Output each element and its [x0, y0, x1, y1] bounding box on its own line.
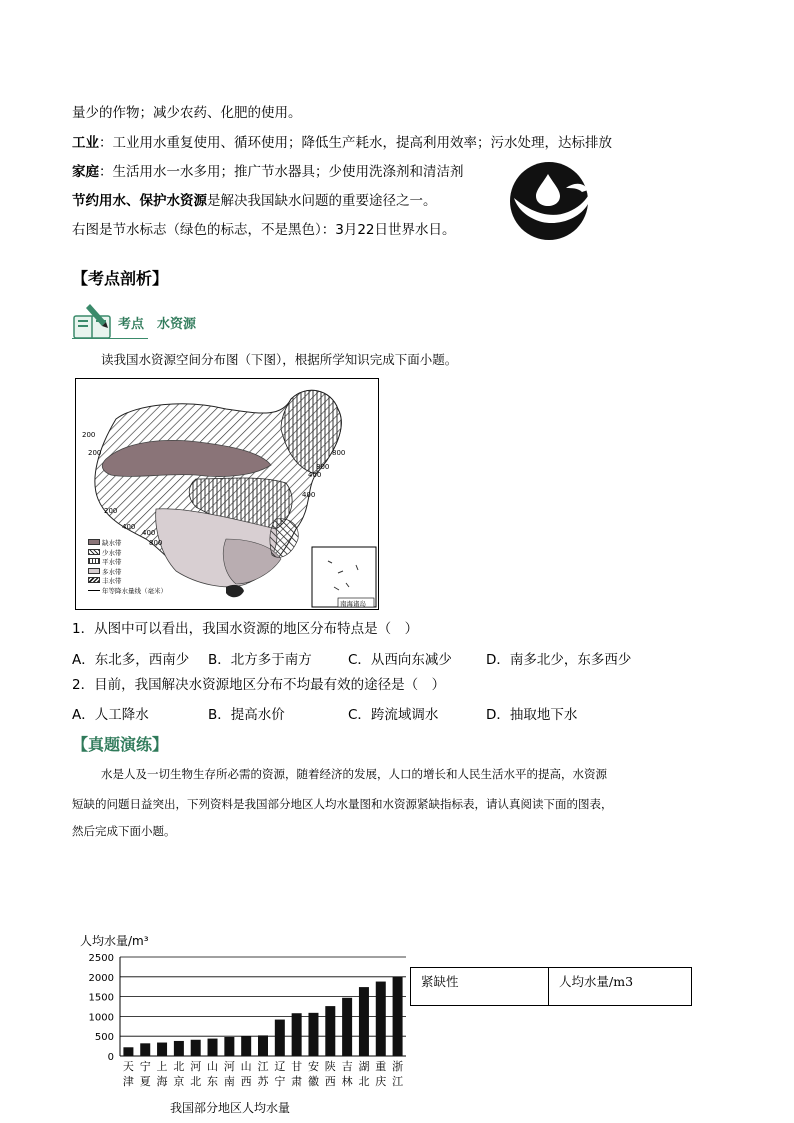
x-tick-label-top: 河 — [190, 1060, 202, 1073]
contour-label: 400 — [308, 471, 322, 479]
x-tick-label-top: 陕 — [324, 1060, 336, 1073]
question-1-option-c[interactable]: C．从西向东减少 — [348, 652, 452, 668]
practice-paragraph-line3: 然后完成下面小题。 — [72, 824, 176, 838]
table-header-shortage: 紧缺性 — [411, 968, 549, 1006]
section-title-analysis: 【考点剖析】 — [72, 269, 169, 288]
intro-line1: 量少的作物；减少农药、化肥的使用。 — [72, 105, 302, 121]
x-tick-label-top: 山 — [207, 1060, 219, 1073]
bar-河南 — [224, 1037, 234, 1056]
x-tick-label-top: 江 — [257, 1060, 269, 1073]
home-label: 家庭 — [72, 164, 99, 180]
y-tick-label: 1000 — [88, 1012, 114, 1024]
chart-ylabel: 人均水量/m³ — [80, 934, 149, 948]
contour-label: 800 — [149, 539, 163, 547]
contour-label: 200 — [104, 507, 118, 515]
x-tick-label-bottom: 宁 — [274, 1075, 286, 1088]
badge-underline — [72, 338, 148, 339]
question-1-option-b[interactable]: B．北方多于南方 — [208, 652, 312, 668]
x-tick-label-bottom: 南 — [223, 1075, 235, 1088]
bar-湖北 — [359, 987, 369, 1056]
contour-label: 800 — [332, 449, 346, 457]
section1-prompt: 读我国水资源空间分布图（下图），根据所学知识完成下面小题。 — [101, 352, 458, 367]
x-tick-label-bottom: 庆 — [375, 1075, 387, 1088]
bar-上海 — [157, 1043, 167, 1056]
x-tick-label-top: 重 — [375, 1060, 387, 1073]
bar-吉林 — [342, 998, 352, 1056]
table-header-per-capita: 人均水量/m3 — [549, 968, 692, 1006]
x-tick-label-bottom: 京 — [173, 1075, 185, 1088]
bar-河北 — [191, 1040, 201, 1056]
legend-item: 多水带 — [88, 568, 167, 578]
bar-北京 — [174, 1041, 184, 1056]
legend-item: 平水带 — [88, 558, 167, 568]
contour-label: 200 — [82, 431, 96, 439]
x-tick-label-bottom: 北 — [190, 1075, 202, 1088]
legend-item: 丰水带 — [88, 577, 167, 587]
question-2-option-c[interactable]: C．跨流域调水 — [348, 707, 439, 723]
x-tick-label-top: 天 — [122, 1060, 134, 1073]
water-shortage-table — [410, 967, 692, 1006]
x-tick-label-top: 湖 — [358, 1060, 370, 1073]
bar-甘肃 — [292, 1013, 302, 1056]
contour-label: 400 — [122, 523, 136, 531]
industry-text: ：工业用水重复使用、循环使用；降低生产耗水，提高利用效率；污水处理，达标排放 — [99, 135, 612, 151]
industry-label: 工业 — [72, 135, 99, 151]
water-per-capita-chart — [76, 950, 410, 1090]
saving-text: 节约用水、保护水资源 — [72, 193, 207, 209]
question-1-option-d[interactable]: D．南多北少，东多西少 — [486, 652, 632, 668]
x-tick-label-top: 河 — [223, 1060, 235, 1073]
x-tick-label-top: 山 — [240, 1060, 252, 1073]
x-tick-label-bottom: 江 — [392, 1075, 404, 1088]
legend-item: 年等降水量线（毫米） — [88, 587, 167, 597]
question-2-option-d[interactable]: D．抽取地下水 — [486, 707, 578, 723]
x-tick-label-bottom: 林 — [341, 1075, 353, 1088]
x-tick-label-bottom: 徽 — [307, 1075, 319, 1088]
bar-山西 — [241, 1036, 251, 1056]
x-tick-label-bottom: 肃 — [291, 1075, 303, 1088]
intro-industry — [72, 134, 612, 152]
question-2-option-b[interactable]: B．提高水价 — [208, 707, 285, 723]
bar-山东 — [208, 1039, 218, 1056]
water-resource-map — [75, 378, 379, 610]
contour-label: 400 — [302, 491, 316, 499]
x-tick-label-top: 北 — [173, 1060, 185, 1073]
y-tick-label: 500 — [94, 1032, 114, 1044]
x-tick-label-top: 上 — [156, 1060, 168, 1073]
x-tick-label-top: 浙 — [392, 1060, 404, 1073]
contour-label: 800 — [316, 463, 330, 471]
x-tick-label-bottom: 西 — [240, 1075, 252, 1088]
x-tick-label-top: 辽 — [274, 1060, 286, 1073]
chart-title: 我国部分地区人均水量 — [170, 1101, 291, 1115]
bar-辽宁 — [275, 1020, 285, 1056]
bar-陕西 — [325, 1006, 335, 1056]
question-1-stem: 1．从图中可以看出，我国水资源的地区分布特点是（ ） — [72, 621, 419, 637]
section-title-practice: 【真题演练】 — [72, 735, 169, 754]
practice-paragraph-line2: 短缺的问题日益突出，下列资料是我国部分地区人均水量图和水资源紧缺指标表，请认真阅读下面的图表， — [72, 797, 613, 811]
legend-item: 缺水带 — [88, 539, 167, 549]
x-tick-label-top: 吉 — [341, 1060, 353, 1073]
badge — [72, 300, 112, 340]
x-tick-label-top: 宁 — [139, 1060, 151, 1073]
home-text: ：生活用水一水多用；推广节水器具；少使用洗涤剂和清洁剂 — [99, 164, 464, 180]
intro-home — [72, 163, 464, 181]
y-tick-label: 2500 — [88, 953, 114, 964]
question-2-option-a[interactable]: A．人工降水 — [72, 707, 149, 723]
contour-label: 200 — [88, 449, 102, 457]
question-2-stem: 2．目前，我国解决水资源地区分布不均最有效的途径是（ ） — [72, 677, 446, 693]
x-tick-label-bottom: 北 — [358, 1075, 370, 1088]
bar-天津 — [123, 1047, 133, 1056]
notebook-pencil-icon — [72, 300, 114, 342]
saving-tail: 是解决我国缺水问题的重要途径之一。 — [207, 193, 437, 209]
x-tick-label-bottom: 夏 — [139, 1075, 151, 1088]
bar-宁夏 — [140, 1043, 150, 1056]
bar-重庆 — [376, 982, 386, 1056]
table-row — [411, 968, 692, 1006]
map-legend — [88, 539, 167, 597]
x-tick-label-top: 甘 — [291, 1060, 303, 1073]
intro-saving — [72, 192, 437, 210]
x-tick-label-bottom: 津 — [122, 1075, 134, 1088]
contour-label: 400 — [142, 529, 156, 537]
badge-text: 考点 水资源 — [118, 317, 197, 332]
x-tick-label-top: 安 — [307, 1060, 319, 1073]
water-saving-logo-icon — [508, 160, 590, 242]
y-tick-label: 0 — [107, 1052, 114, 1063]
x-tick-label-bottom: 东 — [207, 1075, 219, 1088]
y-tick-label: 2000 — [88, 972, 114, 984]
x-tick-label-bottom: 海 — [156, 1075, 168, 1088]
map-inset-label: 南海诸岛 — [340, 600, 366, 608]
question-1-option-a[interactable]: A．东北多，西南少 — [72, 652, 190, 668]
bar-安徽 — [308, 1013, 318, 1056]
legend-item: 少水带 — [88, 549, 167, 559]
intro-logo-note: 右图是节水标志（绿色的标志，不是黑色）：3月22日世界水日。 — [72, 222, 456, 238]
x-tick-label-bottom: 西 — [324, 1075, 336, 1088]
bar-浙江 — [393, 977, 403, 1056]
bar-江苏 — [258, 1035, 268, 1056]
x-tick-label-bottom: 苏 — [257, 1075, 269, 1088]
practice-paragraph-line1: 水是人及一切生物生存所必需的资源，随着经济的发展，人口的增长和人民生活水平的提高，水资源 — [101, 767, 607, 781]
y-tick-label: 1500 — [88, 992, 114, 1004]
